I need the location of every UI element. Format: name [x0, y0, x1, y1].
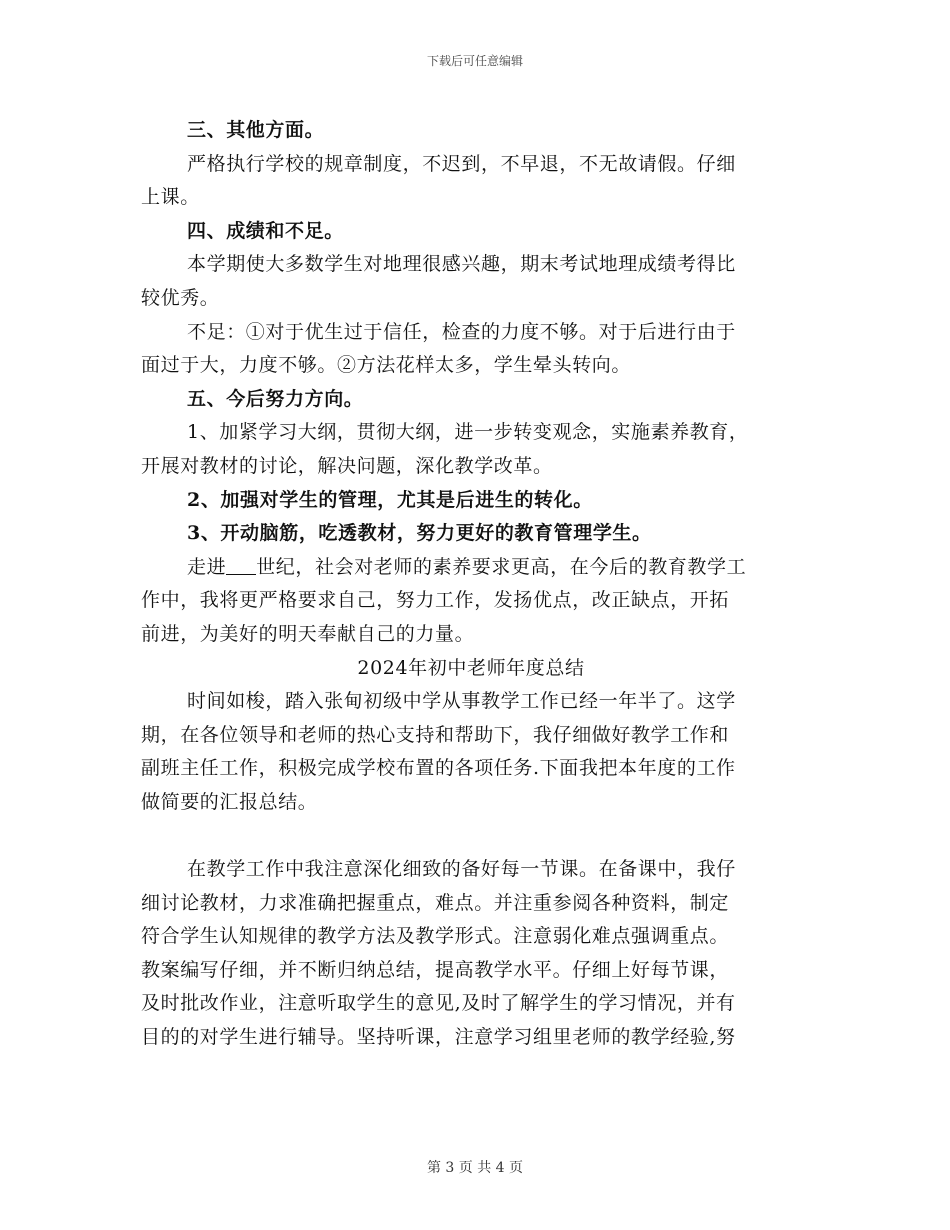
paragraph-line: 符合学生认知规律的教学方法及教学形式。注意弱化难点强调重点。 [141, 925, 730, 948]
document-body [141, 114, 801, 1055]
list-item-1: 1、加紧学习大纲，贯彻大纲，进一步转变观念，实施素养教育， [187, 421, 749, 444]
line-rest: 世纪，社会对老师的素养要求更高，在今后的教育教学工 [256, 555, 747, 578]
list-item-2: 2、加强对学生的管理，尤其是后进生的转化。 [187, 488, 593, 511]
paragraph-line: 时间如梭，踏入张甸初级中学从事教学工作已经一年半了。这学 [187, 690, 736, 713]
paragraph-line: 目的的对学生进行辅导。坚持听课，注意学习组里老师的教学经验,努 [141, 1026, 736, 1049]
paragraph-line: 副班主任工作，积极完成学校布置的各项任务.下面我把本年度的工作 [141, 757, 736, 780]
paragraph-line: 不足：①对于优生过于信任，检查的力度不够。对于后进行由于 [187, 320, 736, 343]
page-footer: 第 3 页 共 4 页 [426, 1160, 524, 1176]
heading-other-aspects: 三、其他方面。 [187, 119, 325, 141]
paragraph-line: 严格执行学校的规章制度，不迟到，不早退，不无故请假。仔细 [187, 152, 736, 175]
paragraph-line: 面过于大，力度不够。②方法花样太多，学生晕头转向。 [141, 354, 632, 377]
paragraph-line: 开展对教材的讨论，解决问题，深化教学改革。 [141, 454, 553, 477]
paragraph-line: 上课。 [141, 186, 200, 209]
blank-line [141, 819, 801, 853]
paragraph-line: 本学期使大多数学生对地理很感兴趣，期末考试地理成绩考得比 [187, 253, 736, 276]
paragraph-line: 作中，我将更严格要求自己，努力工作，发扬优点，改正缺点，开拓 [141, 589, 730, 612]
paragraph-line [141, 551, 801, 585]
paragraph-line: 期，在各位领导和老师的热心支持和帮助下，我仔细做好教学工作和 [141, 723, 730, 746]
paragraph-line: 及时批改作业，注意听取学生的意见,及时了解学生的学习情况，并有 [141, 992, 736, 1015]
line-prefix: 走进 [187, 555, 227, 578]
paragraph-line: 前进，为美好的明天奉献自己的力量。 [141, 622, 475, 645]
paragraph-line: 做简要的汇报总结。 [141, 790, 318, 813]
paragraph-line: 较优秀。 [141, 286, 220, 309]
section-title: 2024年初中老师年度总结 [357, 656, 585, 679]
paragraph-line: 在教学工作中我注意深化细致的备好每一节课。在备课中，我仔 [187, 858, 736, 881]
paragraph-line: 教案编写仔细，并不断归纳总结，提高教学水平。仔细上好每节课， [141, 958, 730, 981]
heading-future-direction: 五、今后努力方向。 [187, 387, 364, 410]
page-header: 下载后可任意编辑 [426, 54, 523, 68]
paragraph-line: 细讨论教材，力求准确把握重点，难点。并注重参阅各种资料，制定 [141, 891, 730, 914]
list-item-3: 3、开动脑筋，吃透教材，努力更好的教育管理学生。 [187, 522, 652, 545]
blank-underline [226, 556, 256, 575]
heading-results: 四、成绩和不足。 [187, 219, 344, 242]
